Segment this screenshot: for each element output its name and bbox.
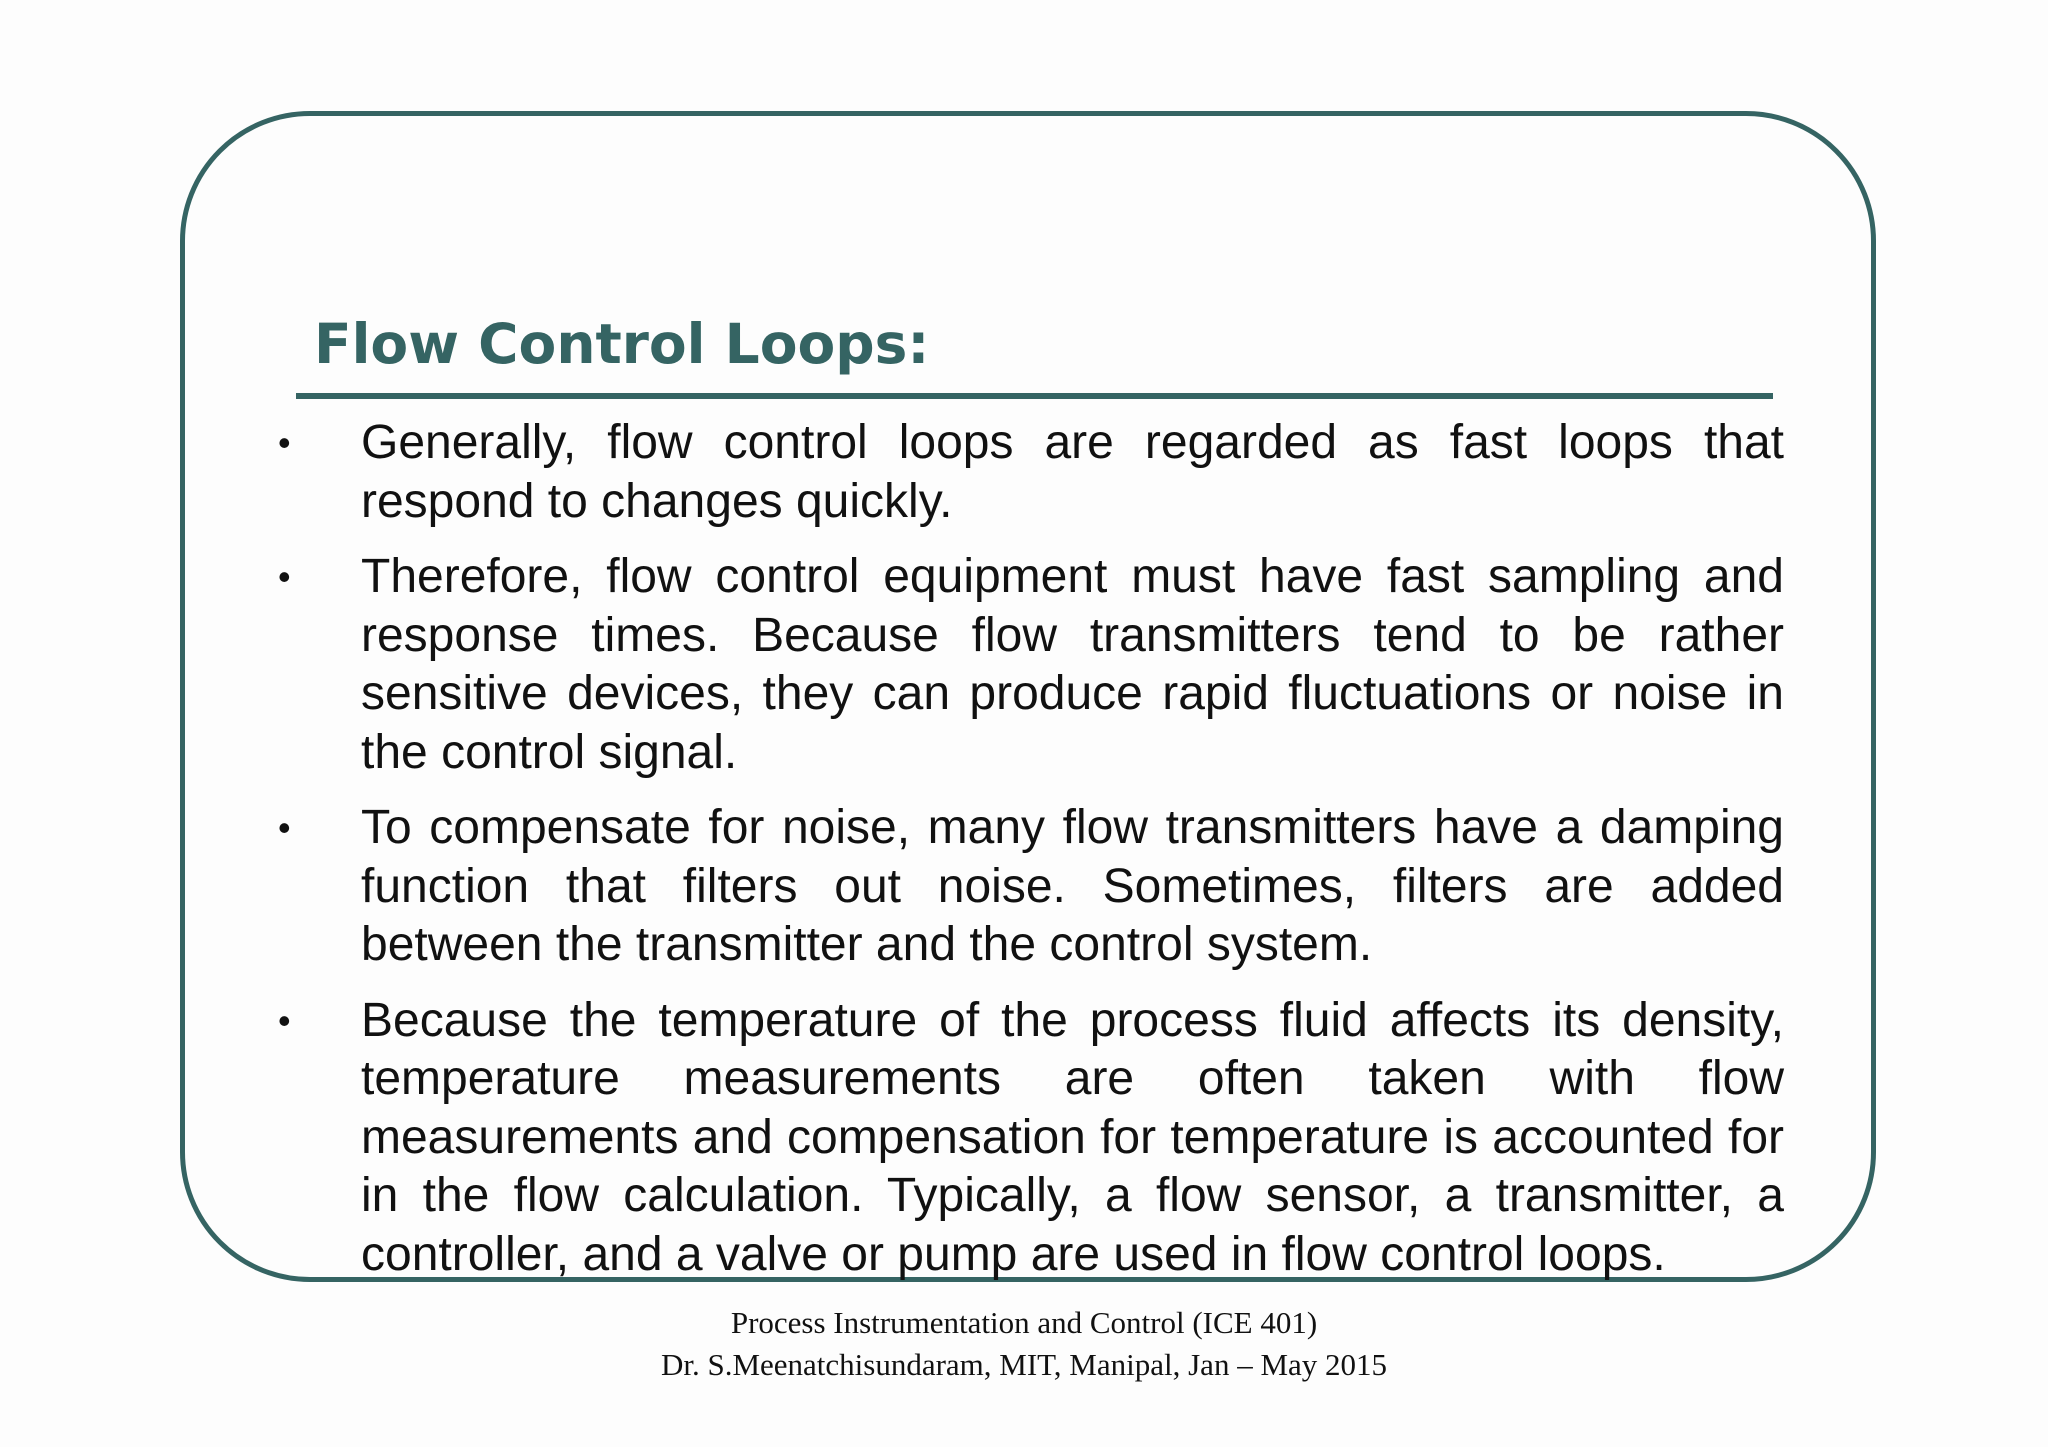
bullet-dot-icon: •: [278, 422, 291, 463]
footer-author: Dr. S.Meenatchisundaram, MIT, Manipal, Jan – May 2015: [660, 1347, 1388, 1382]
title-divider: [296, 393, 1773, 399]
slide-title: Flow Control Loops:: [314, 312, 930, 376]
bullet-item: [278, 992, 1784, 1285]
bullet-item: [278, 414, 1784, 531]
bullet-text: To compensate for noise, many flow transmitters have a damping function that filters out noise. Sometimes, filters are added between the transmitter and the control system.: [361, 801, 1784, 971]
bullet-dot-icon: •: [278, 999, 291, 1041]
footer-course: Process Instrumentation and Control (ICE 401): [730, 1305, 1318, 1340]
slide-footer: [0, 1302, 2048, 1386]
bullet-item: [278, 548, 1784, 782]
bullet-text: Generally, flow control loops are regarded as fast loops that respond to changes quickly.: [361, 416, 1784, 528]
bullet-item: [278, 799, 1784, 975]
bullet-dot-icon: •: [278, 807, 291, 848]
bullet-text: Therefore, flow control equipment must have fast sampling and response times. Because flow transmitters tend to be rather sensitive devices, they can produce rapid fluctuations or noise in the control signal.: [361, 550, 1784, 779]
bullet-list: [278, 414, 1784, 1301]
bullet-text: Because the temperature of the process fluid affects its density, temperature measurements are often taken with flow measurements and compensation for temperature is accounted for in the flow calculation. Typically, a flow sensor, a transmitter, a controller, and a valve or pump are used in flow control loops.: [361, 993, 1784, 1281]
bullet-dot-icon: •: [278, 556, 291, 597]
